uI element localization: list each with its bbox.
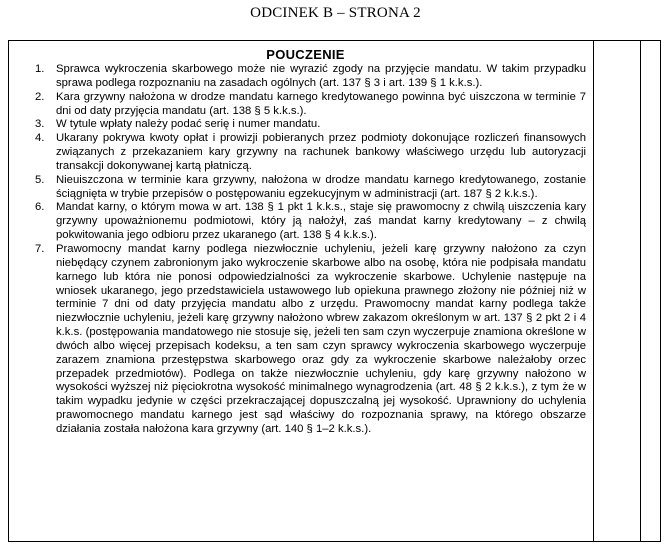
item-number: 1. — [35, 63, 45, 75]
item-text: Sprawca wykroczenia skarbowego może nie wyrazić zgody na przyjęcie mandatu. W takim przypadku sprawa podlega rozpoznaniu na zasadach ogólnych (art. 137 § 3 i art. 139 § 1 k.k.s.). — [56, 63, 586, 89]
instruction-item — [25, 243, 586, 437]
column-divider — [640, 41, 641, 541]
item-text: W tytule wpłaty należy podać serię i numer mandatu. — [56, 118, 321, 131]
instruction-title: POUCZENIE — [266, 47, 345, 62]
item-text: Prawomocny mandat karny podlega niezwłocznie uchyleniu, jeżeli karę grzywny nałożono za czyn niebędący czynem zabronionym jako wykroczenie skarbowe albo na osobę, która nie podpisała mandatu karnego lub która nie ponosi odpowiedzialności za wykroczenie skarbowe. Uchylenie następuje na wniosek ukaranego, jego przedstawiciela ustawowego lub opiekuna prawnego złożony nie później niż w terminie 7 dni od daty przyjęcia mandatu albo z urzędu. Prawomocny mandat karny podlega także niezwłocznie uchyleniu, jeżeli karę grzywny nałożono wbrew zakazom określonym w art. 137 § 2 pkt 2 i 4 k.k.s. (postępowania mandatowego nie stosuje się, jeżeli ten sam czyn wyczerpuje znamiona określone w dwóch albo więcej przepisach kodeksu, a ten sam czyn sprawcy wykroczenia skarbowego wyczerpuje zarazem znamiona przestępstwa skarbowego oraz gdy za wykroczenie skarbowe należałoby orzec przepadek przedmiotów). Podlega on także niezwłocznie uchyleniu, gdy karę grzywny nałożono w wysokości wyższej niż pięciokrotna wysokość minimalnego wynagrodzenia (art. 48 § 2 k.k.s.), z tym że w takim wypadku jedynie w części przekraczającej dopuszczalną jej wysokość. Uprawniony do uchylenia prawomocnego mandatu karnego jest sąd właściwy do rozpoznania sprawy, na którego obszarze działania została nałożona kara grzywny (art. 140 § 1–2 k.k.s.). — [56, 242, 586, 435]
column-divider — [593, 41, 594, 541]
item-number: 5. — [35, 173, 45, 186]
instruction-item — [25, 63, 586, 91]
item-text: Mandat karny, o którym mowa w art. 138 § 1 pkt 1 k.k.s., staje się prawomocny z chwilą uiszczenia kary grzywny upoważnionemu podmiotowi, który ją nałożył, zaś mandat karny kredytowany – z chwilą pokwitowania jego odbioru przez ukaranego (art. 138 § 4 k.k.s.). — [56, 201, 586, 242]
item-text: Ukarany pokrywa kwoty opłat i prowizji pobieranych przez podmioty dokonujące rozliczeń finansowych związanych z przekazaniem kary grzywny na rachunek bankowy właściwego urzędu lub autoryzacji transakcji dokonywanej kartą płatniczą. — [56, 132, 586, 172]
instruction-item — [25, 174, 586, 202]
instruction-item — [25, 118, 586, 132]
instruction-item — [25, 91, 586, 119]
item-number: 2. — [35, 90, 45, 103]
item-number: 6. — [35, 201, 45, 214]
page-header: ODCINEK B – STRONA 2 — [250, 5, 421, 21]
item-text: Kara grzywny nałożona w drodze mandatu karnego kredytowanego powinna być uiszczona w terminie 7 dni od daty przyjęcia mandatu (art. 138 § 5 k.k.s.). — [56, 90, 586, 117]
item-text: Nieuiszczona w terminie kara grzywny, nałożona w drodze mandatu karnego kredytowanego, zostanie ściągnięta w trybie przepisów o postępowaniu egzekucyjnym w administracji (art. 187 § 2 k.k.s.). — [56, 173, 586, 200]
item-number: 7. — [35, 242, 45, 255]
item-number: 4. — [35, 132, 45, 145]
item-number: 3. — [35, 118, 45, 131]
instruction-item — [25, 201, 586, 243]
instruction-box — [8, 40, 661, 542]
instruction-list — [25, 63, 586, 437]
instruction-item — [25, 132, 586, 174]
instruction-content — [25, 47, 586, 437]
